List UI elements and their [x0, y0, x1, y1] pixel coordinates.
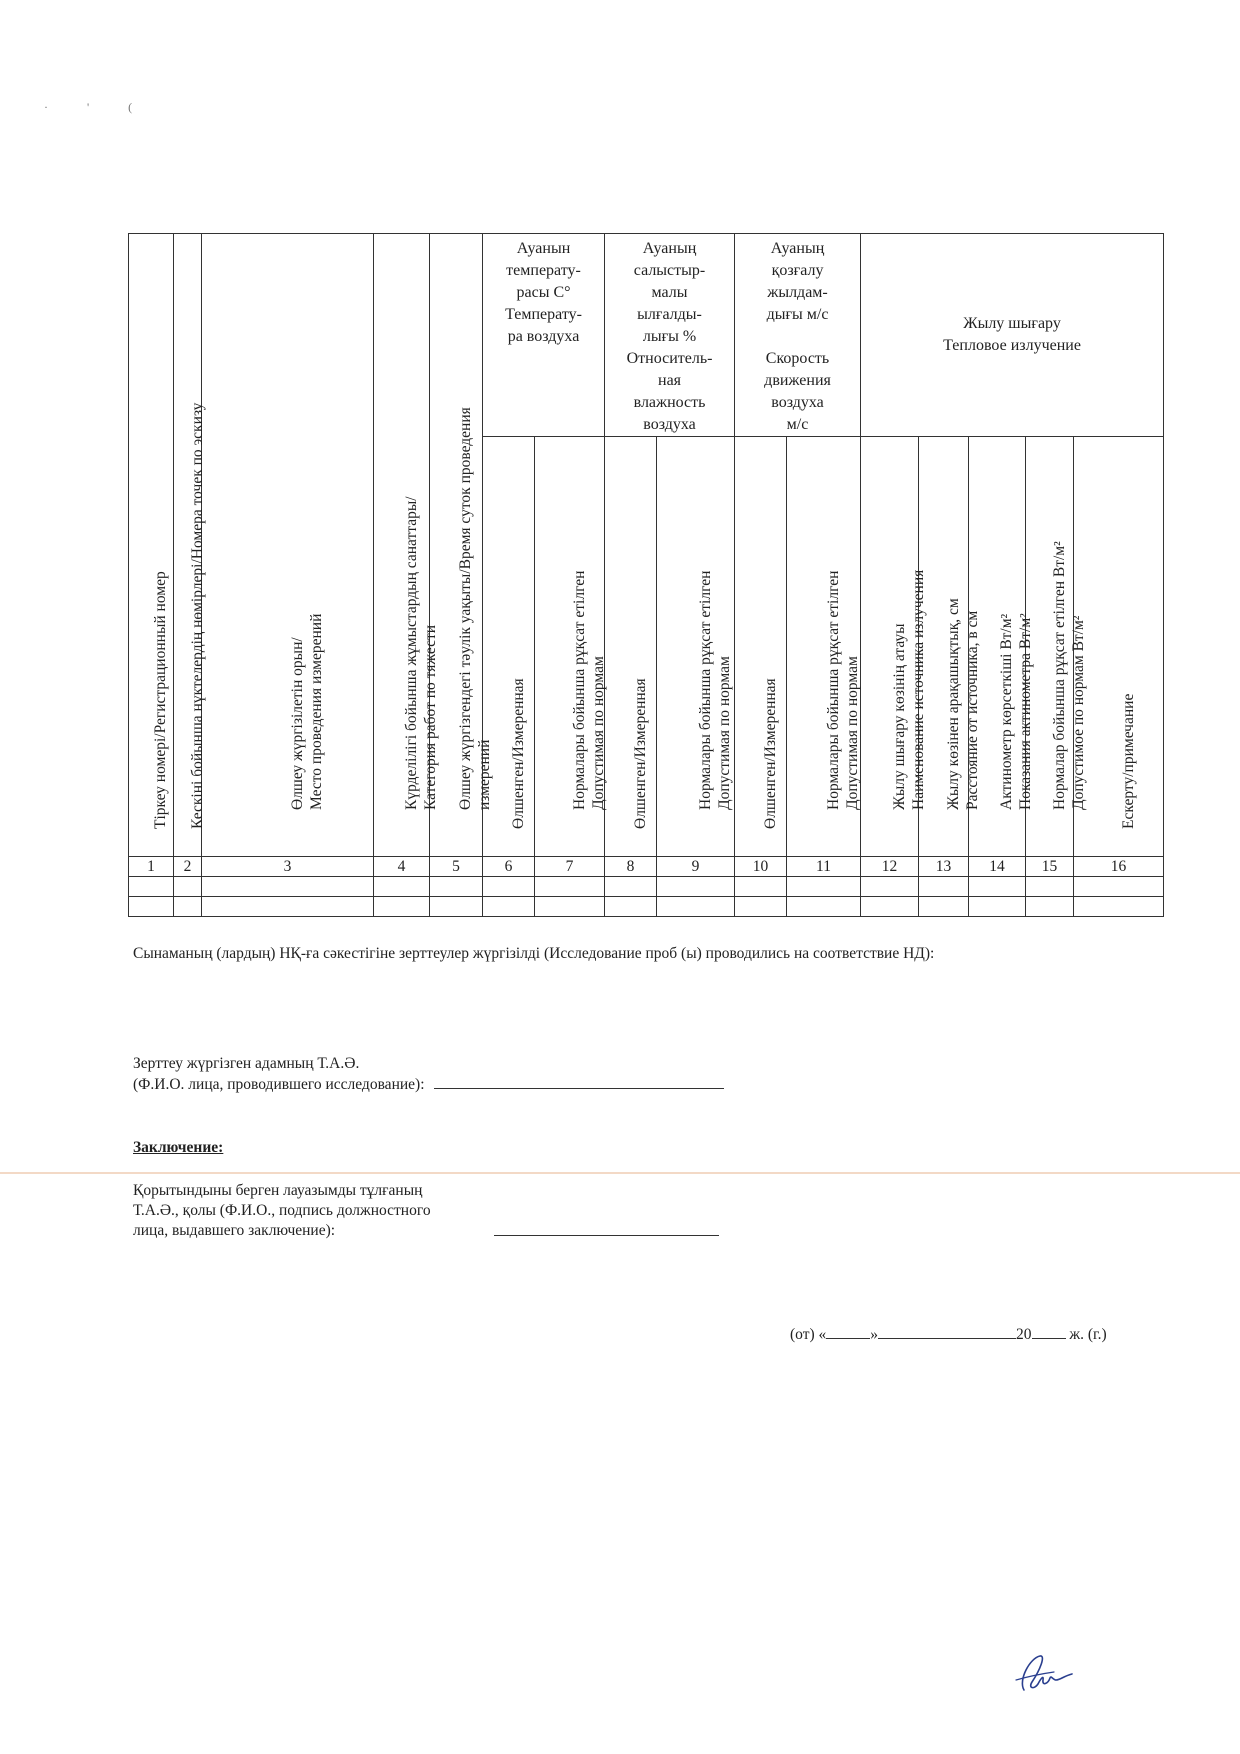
header-cell	[1026, 437, 1087, 857]
signature-mark	[1010, 1650, 1080, 1700]
header-cell	[861, 437, 927, 857]
header-work-category: Күрделілігі бойынша жұмыстардың санаттары/ Категория работ по тяжести	[402, 496, 439, 810]
research-line: Сынаманың (лардың) НҚ-ға сәкестігіне зерттеулер жүргізілді (Исследование проб (ы) проводились на соответствие НД):	[133, 945, 935, 962]
header-velocity-allowed: Нормалары бойынша рұқсат етілген Допустимая по нормам	[824, 570, 861, 810]
header-radiation-allowed: Нормалар бойынша рұқсат етілген Вт/м² Допустимое по нормам Вт/м²	[1050, 541, 1087, 810]
column-number: 5	[430, 857, 483, 877]
column-number: 2	[174, 857, 202, 877]
table-row[interactable]	[129, 897, 1164, 917]
header-cell	[919, 437, 981, 857]
header-velocity-measured: Өлшенген/Измеренная	[761, 678, 779, 829]
header-temp-measured: Өлшенген/Измеренная	[509, 678, 527, 829]
header-note: Ескерту/примечание	[1119, 693, 1137, 829]
column-number: 10	[735, 857, 787, 877]
table-row[interactable]	[129, 877, 1164, 897]
official-label-3: лица, выдавшего заключение):	[133, 1222, 336, 1239]
measurement-table	[128, 233, 1164, 917]
header-point-numbers: Кескіні бойынша нүктелердің нөмірлері/Номера точек по эскизу	[188, 402, 206, 829]
header-actinometer: Актинометр көрсеткіші Вт/м² Показания актинометра Вт/м²	[998, 613, 1035, 810]
official-label-2: Т.А.Ә., қолы (Ф.И.О., подпись должностного	[133, 1202, 431, 1219]
date-month-field[interactable]	[878, 1324, 1016, 1339]
official-signature-field[interactable]	[494, 1221, 719, 1236]
column-number: 4	[374, 857, 430, 877]
column-number: 13	[919, 857, 969, 877]
header-humidity-measured: Өлшенген/Измеренная	[631, 678, 649, 829]
conclusion-heading: Заключение:	[133, 1139, 224, 1156]
scan-stripe	[0, 1172, 1240, 1174]
header-cell	[605, 437, 657, 857]
header-cell	[735, 437, 787, 857]
header-cell	[1074, 437, 1164, 857]
header-cell	[969, 437, 1035, 857]
header-measurement-place: Өлшеу жүргізілетін орын/ Место проведения измерений	[288, 613, 325, 810]
header-cell	[202, 234, 374, 857]
date-line: (от) « » 20 ж. (г.)	[790, 1326, 1107, 1343]
column-number: 16	[1074, 857, 1164, 877]
column-number-row	[129, 857, 1164, 877]
date-year-field[interactable]	[1032, 1324, 1066, 1339]
column-number: 9	[657, 857, 735, 877]
header-time-of-day: Өлшеу жүргізгендегі тәулік уақыты/Время суток проведения измерений	[457, 407, 493, 810]
header-cell	[374, 234, 439, 857]
header-radiation-source: Жылу шығару көзінің атауы Наименование источника излучения	[890, 569, 927, 810]
header-cell	[787, 437, 861, 857]
header-cell	[657, 437, 735, 857]
column-number: 6	[483, 857, 535, 877]
official-label-1: Қорытындыны берген лауазымды тұлғаның	[133, 1182, 423, 1199]
column-number: 3	[202, 857, 374, 877]
column-number: 15	[1026, 857, 1074, 877]
column-number: 7	[535, 857, 605, 877]
group-air-temperature: Ауанын температу- расы С° Температу- ра воздуха	[483, 234, 605, 437]
header-cell	[535, 437, 605, 857]
header-humidity-allowed: Нормалары бойынша рұқсат етілген Допустимая по нормам	[696, 570, 733, 810]
header-cell	[430, 234, 493, 857]
header-distance: Жылу көзінен арақашықтық, см Расстояние от источника, в см	[944, 598, 981, 810]
header-cell	[174, 234, 206, 857]
column-number: 11	[787, 857, 861, 877]
header-temp-allowed: Нормалары бойынша рұқсат етілген Допустимая по нормам	[570, 570, 607, 810]
group-relative-humidity: Ауаның салыстыр- малы ылғалды- лығы % Относитель- ная влажность воздуха	[605, 234, 735, 437]
column-number: 8	[605, 857, 657, 877]
column-number: 1	[129, 857, 174, 877]
scan-marks: · ' (	[44, 100, 151, 114]
header-cell	[129, 234, 174, 857]
group-air-velocity: Ауаның қозғалу жылдам- дығы м/с Скорость движения воздуха м/с	[735, 234, 861, 437]
researcher-signature-field[interactable]	[434, 1074, 724, 1089]
column-number: 12	[861, 857, 919, 877]
group-thermal-radiation: Жылу шығару Тепловое излучение	[861, 234, 1164, 437]
header-cell	[483, 437, 535, 857]
date-day-field[interactable]	[826, 1324, 870, 1339]
researcher-label: Зерттеу жүргізген адамның Т.А.Ә.	[133, 1055, 360, 1072]
header-registration-number: Тіркеу номері/Регистрационный номер	[152, 571, 169, 829]
column-number: 14	[969, 857, 1026, 877]
researcher-label-ru: (Ф.И.О. лица, проводившего исследование):	[133, 1074, 724, 1095]
